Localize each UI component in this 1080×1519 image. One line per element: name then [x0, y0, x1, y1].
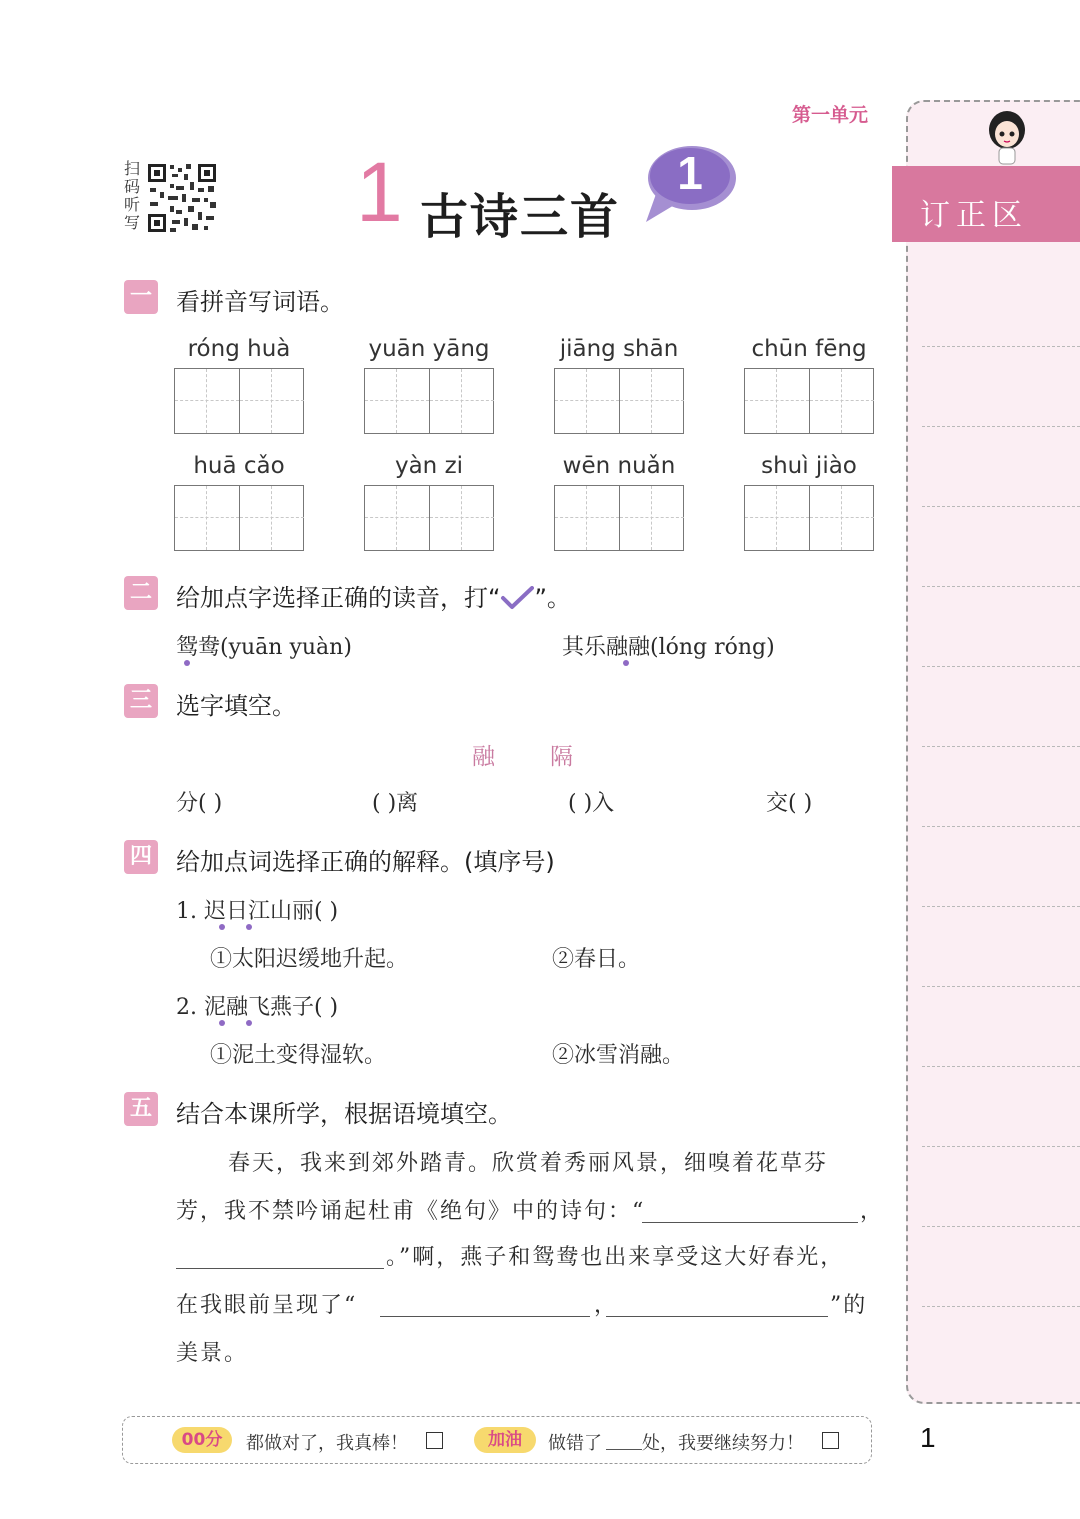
correction-line [922, 906, 1080, 907]
correction-line [922, 506, 1080, 507]
fill-blank[interactable]: 分( ) [176, 791, 223, 816]
section-5-title: 结合本课所学，根据语境填空。 [176, 1100, 512, 1128]
keep-trying-checkbox[interactable] [822, 1432, 839, 1449]
answer-blank[interactable] [606, 1316, 828, 1317]
page-number: 1 [920, 1422, 936, 1453]
pinyin-label: wēn nuǎn [562, 453, 676, 479]
checkmark-icon [500, 586, 534, 610]
pinyin-label: róng huà [187, 336, 291, 362]
answer-blank[interactable] [380, 1316, 590, 1317]
answer-blank[interactable] [642, 1222, 858, 1223]
question-1-option-2: ②春日。 [552, 947, 641, 972]
emphasis-dot [246, 1020, 252, 1026]
passage-punct: ， [860, 1199, 883, 1224]
correction-line [922, 346, 1080, 347]
section-3-title: 选字填空。 [176, 692, 296, 720]
lesson-title: 古诗三首 [420, 189, 621, 245]
pinyin-label: huā cǎo [193, 453, 285, 479]
passage-line: 美景。 [176, 1341, 249, 1366]
passage-punct: ”的 [830, 1293, 868, 1318]
section-4-badge: 四 [124, 840, 158, 874]
mistakes-text-suffix: 处，我要继续努力！ [642, 1433, 804, 1454]
section-2-badge: 二 [124, 576, 158, 610]
writing-grid[interactable] [364, 368, 494, 434]
writing-grid[interactable] [554, 368, 684, 434]
lesson-part-number: 1 [677, 147, 703, 199]
correction-line [922, 746, 1080, 747]
pinyin-label: yàn zi [394, 453, 464, 479]
fill-blank[interactable]: 交( ) [766, 791, 813, 816]
pinyin-label: yuān yāng [368, 336, 490, 362]
qr-code-icon[interactable] [146, 162, 218, 234]
reading-choice-1[interactable]: 鸳鸯(yuān yuàn) [176, 635, 352, 660]
unit-label: 第一单元 [792, 104, 869, 126]
passage-line: 芳，我不禁吟诵起杜甫《绝句》中的诗句：“ [176, 1199, 646, 1224]
pinyin-label: jiāng shān [559, 336, 679, 362]
correction-line [922, 1226, 1080, 1227]
question-2-option-2: ②冰雪消融。 [552, 1043, 685, 1068]
emphasis-dot [184, 660, 190, 666]
mistakes-text-prefix: 做错了 [548, 1433, 602, 1454]
correction-line [922, 426, 1080, 427]
writing-grid[interactable] [174, 485, 304, 551]
writing-grid[interactable] [744, 368, 874, 434]
writing-grid[interactable] [554, 485, 684, 551]
passage-line: 。”啊，燕子和鸳鸯也出来享受这大好春光， [386, 1245, 845, 1270]
correction-line [922, 826, 1080, 827]
pinyin-label: shuì jiào [761, 453, 857, 479]
pinyin-label: chūn fēng [751, 336, 867, 362]
question-2[interactable]: 2. 泥融飞燕子( ) [176, 995, 339, 1020]
section-5-badge: 五 [124, 1092, 158, 1126]
keep-going-tag: 加油 [474, 1427, 536, 1453]
section-2-title-suffix: ”。 [534, 584, 571, 612]
emphasis-dot [246, 924, 252, 930]
correction-line [922, 1306, 1080, 1307]
section-4-title: 给加点词选择正确的解释。(填序号) [176, 848, 555, 876]
emphasis-dot [623, 660, 629, 666]
qr-scan-label: 扫码听写 [124, 159, 141, 232]
correction-line [922, 1146, 1080, 1147]
writing-grid[interactable] [364, 485, 494, 551]
option-char: 融 [472, 744, 495, 770]
all-correct-checkbox[interactable] [426, 1432, 443, 1449]
cartoon-girl-icon [982, 108, 1032, 166]
correction-line [922, 666, 1080, 667]
full-score-tag: 00分 [172, 1427, 232, 1453]
answer-blank[interactable] [176, 1268, 384, 1269]
writing-grid[interactable] [174, 368, 304, 434]
mistake-count-blank[interactable] [606, 1449, 642, 1450]
correction-area-panel[interactable] [906, 100, 1080, 1404]
passage-line: 春天，我来到郊外踏青。欣赏着秀丽风景，细嗅着花草芬 [228, 1151, 829, 1176]
question-2-option-1: ①泥土变得湿软。 [210, 1043, 387, 1068]
correction-line [922, 586, 1080, 587]
section-2-title-prefix: 给加点字选择正确的读音，打“ [176, 584, 501, 612]
reading-choice-2[interactable]: 其乐融融(lóng róng) [562, 635, 775, 660]
question-1[interactable]: 1. 迟日江山丽( ) [176, 899, 339, 924]
section-1-title: 看拼音写词语。 [176, 288, 344, 316]
question-1-option-1: ①太阳迟缓地升起。 [210, 947, 409, 972]
section-1-badge: 一 [124, 280, 158, 314]
emphasis-dot [219, 1020, 225, 1026]
fill-blank[interactable]: ( )入 [568, 791, 615, 816]
section-2-title [176, 578, 571, 613]
emphasis-dot [219, 924, 225, 930]
all-correct-text: 都做对了，我真棒！ [246, 1433, 408, 1454]
passage-punct: ， [594, 1293, 617, 1318]
correction-area-title: 订正区 [920, 198, 1028, 233]
section-3-badge: 三 [124, 684, 158, 718]
fill-blank[interactable]: ( )离 [372, 791, 419, 816]
correction-line [922, 986, 1080, 987]
passage-line: 在我眼前呈现了“ [176, 1293, 358, 1318]
writing-grid[interactable] [744, 485, 874, 551]
option-char: 隔 [550, 744, 573, 770]
correction-line [922, 1066, 1080, 1067]
lesson-number: 1 [356, 145, 403, 239]
